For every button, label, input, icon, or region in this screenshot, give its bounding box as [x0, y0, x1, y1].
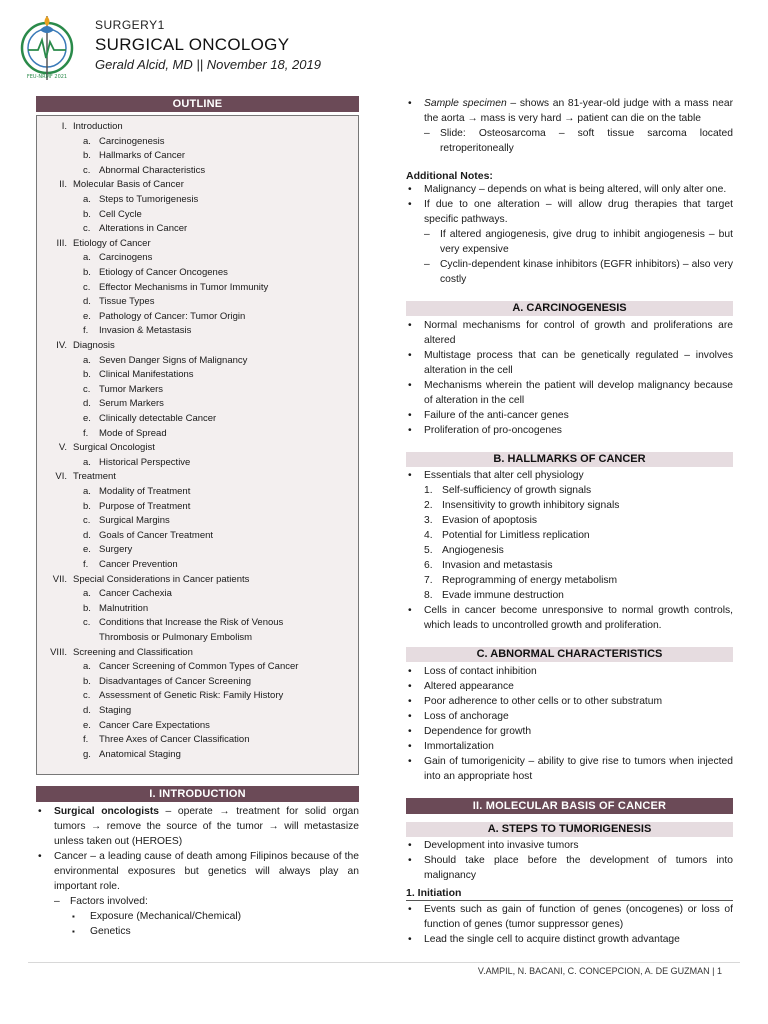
- outline-item-number: II.: [59, 179, 67, 191]
- outline-item-label: Screening and Classification: [73, 646, 193, 658]
- hallmark-item: [406, 483, 733, 498]
- hallmark-item: [406, 558, 733, 573]
- footer-authors: V.AMPIL, N. BACANI, C. CONCEPCION, A. DE GUZMAN: [477, 966, 710, 976]
- hallmark-item: [406, 513, 733, 528]
- outline-subitem-label: Anatomical Staging: [99, 748, 181, 760]
- abnormal-bullet: • Loss of contact inhibition: [406, 664, 733, 679]
- outline-subitem-label: Cancer Screening of Common Types of Cancer: [99, 661, 299, 673]
- hallmarks-section: [406, 468, 733, 633]
- outline-item-number: I.: [61, 121, 67, 132]
- outline-item-label: Diagnosis: [73, 340, 115, 351]
- steps-bullet: • Development into invasive tumors: [406, 838, 733, 853]
- sample-section: [406, 96, 733, 156]
- slide-note: – Slide: Osteosarcoma – soft tissue sarcoma located retroperitoneally: [406, 126, 733, 156]
- outline-subitem-label: Tissue Types: [99, 296, 155, 308]
- sample-term: Sample specimen: [424, 98, 507, 109]
- outline-subitem-label: Alterations in Cancer: [99, 223, 188, 235]
- outline-subitem-label: Goals of Cancer Treatment: [99, 529, 214, 541]
- outline-subitem-letter: a.: [83, 194, 91, 205]
- hallmark-item: [406, 498, 733, 513]
- left-column: [36, 96, 359, 939]
- hallmark-item: [406, 543, 733, 558]
- outline-subitem-letter: a.: [83, 354, 91, 366]
- intro-bullet-1-text: – operate → treatment for solid organ tumors → remove the source of the tumor → will metastasize unless taken out (HEROES): [54, 806, 359, 847]
- right-column: [406, 96, 733, 947]
- outline-subitem-letter: c.: [83, 223, 91, 235]
- outline-item-number: V.: [58, 442, 67, 454]
- outline-subitem-label: Pathology of Cancer: Tumor Origin: [99, 310, 246, 322]
- hallmark-text: Angiogenesis: [442, 545, 504, 556]
- carcinogenesis-bullet: • Multistage process that can be genetically regulated – involves alteration in the cell: [406, 348, 733, 378]
- outline-subitem-letter: a.: [83, 135, 91, 147]
- outline-item-number: VI.: [55, 471, 67, 483]
- outline-subitem-letter: a.: [83, 588, 91, 600]
- outline-subitem-label: Three Axes of Cancer Classification: [99, 734, 250, 746]
- carcinogenesis-heading: A. CARCINOGENESIS: [406, 301, 733, 316]
- outline-subitem-letter: f.: [83, 559, 89, 570]
- initiation-bullet: • Lead the single cell to acquire distinct growth advantage: [406, 932, 733, 947]
- outline-subitem-label: Purpose of Treatment: [99, 500, 191, 512]
- outline-subitem-letter: c.: [83, 515, 91, 527]
- hallmarks-heading: B. HALLMARKS OF CANCER: [406, 452, 733, 467]
- outline-subitem-label: Carcinogenesis: [99, 135, 165, 147]
- course-name: SURGERY1: [95, 18, 165, 32]
- outline-subitem-letter: a.: [83, 252, 91, 264]
- footer-separator: |: [712, 966, 717, 976]
- additional-notes-heading: Additional Notes:: [406, 170, 493, 182]
- outline-item-label: Treatment: [73, 471, 116, 483]
- outline-subitem-letter: c.: [83, 383, 91, 395]
- carcinogenesis-section: [406, 318, 733, 438]
- abnormal-heading: C. ABNORMAL CHARACTERISTICS: [406, 647, 733, 662]
- note-sub: – Cyclin-dependent kinase inhibitors (EGFR inhibitors) – also very costly: [406, 257, 733, 287]
- outline-subitem-letter: c.: [83, 164, 91, 176]
- outline-subitem-label: Seven Danger Signs of Malignancy: [99, 354, 248, 366]
- molecular-heading: II. MOLECULAR BASIS OF CANCER: [406, 798, 733, 814]
- outline-item-number: IV.: [56, 340, 67, 351]
- outline-subitem-letter: a.: [83, 486, 91, 497]
- outline-subitem-label: Cell Cycle: [99, 208, 142, 220]
- abnormal-bullet: • Altered appearance: [406, 679, 733, 694]
- outline-subitem-label: Carcinogens: [99, 252, 153, 264]
- hallmark-text: Reprogramming of energy metabolism: [442, 575, 618, 586]
- abnormal-bullet: • Dependence for growth: [406, 724, 733, 739]
- outline-subitem-letter: e.: [83, 310, 91, 322]
- outline-subitem-label: Cancer Care Expectations: [99, 719, 210, 731]
- outline-subitem-label: Clinical Manifestations: [99, 369, 194, 381]
- outline-subitem-letter: c.: [83, 690, 91, 702]
- outline-item-label: Molecular Basis of Cancer: [73, 179, 184, 191]
- abnormal-bullet: • Immortalization: [406, 739, 733, 754]
- outline-subitem-letter: g.: [83, 748, 91, 760]
- outline-subitem-letter: b.: [83, 267, 91, 278]
- hallmark-number: 1.: [424, 485, 433, 496]
- hallmark-item: [406, 588, 733, 603]
- carcinogenesis-bullet: • Failure of the anti-cancer genes: [406, 408, 733, 423]
- hallmark-text: Evade immune destruction: [442, 590, 564, 601]
- footer: [478, 966, 722, 976]
- outline-item-number: III.: [56, 237, 67, 249]
- sample-text: – shows an 81-year-old judge with a mass near the aorta → mass is very hard → patient can die on the table: [424, 98, 734, 124]
- sample-bullet: [406, 96, 733, 126]
- outline-subitem-letter: f.: [83, 325, 89, 337]
- outline-subitem-label: Effector Mechanisms in Tumor Immunity: [99, 281, 269, 293]
- hallmark-number: 4.: [424, 530, 433, 541]
- outline-subitem-letter: e.: [83, 719, 91, 731]
- logo-text: FEU-NRMF 2021: [26, 74, 68, 80]
- steps-heading: A. STEPS TO TUMORIGENESIS: [406, 822, 733, 837]
- outline-subitem-letter: c.: [83, 281, 91, 293]
- outline-subitem-letter: d.: [83, 705, 91, 716]
- outline-subitem-label-cont: Thrombosis or Pulmonary Embolism: [99, 632, 253, 643]
- outline-subitem-letter: b.: [83, 675, 91, 687]
- outline-subitem-label: Clinically detectable Cancer: [99, 413, 217, 424]
- hallmark-text: Insensitivity to growth inhibitory signals: [442, 500, 620, 511]
- outline-item-label: Etiology of Cancer: [73, 237, 151, 249]
- outline-item-label: Surgical Oncologist: [73, 442, 155, 454]
- hallmark-number: 5.: [424, 545, 433, 556]
- initiation-bullet: • Events such as gain of function of genes (oncogenes) or loss of function of genes (tumor suppressor genes): [406, 902, 733, 932]
- outline-subitem-label: Abnormal Characteristics: [99, 164, 206, 176]
- abnormal-bullet: • Gain of tumorigenicity – ability to give rise to tumors when injected into an appropriate host: [406, 754, 733, 784]
- outline-subitem-letter: a.: [83, 661, 91, 673]
- carcinogenesis-bullet: • Mechanisms wherein the patient will develop malignancy because of alteration in the cell: [406, 378, 733, 408]
- outline-subitem-letter: e.: [83, 544, 91, 556]
- outline-subitem-letter: d.: [83, 529, 91, 541]
- hallmark-text: Self-sufficiency of growth signals: [442, 485, 592, 496]
- carcinogenesis-bullet: • Normal mechanisms for control of growth and proliferations are altered: [406, 318, 733, 348]
- outline-heading: OUTLINE: [36, 96, 359, 112]
- author-date: Gerald Alcid, MD || November 18, 2019: [95, 57, 321, 72]
- footer-divider: [28, 962, 740, 963]
- hallmark-text: Evasion of apoptosis: [442, 515, 538, 526]
- abnormal-section: [406, 664, 733, 784]
- note-sub: – If altered angiogenesis, give drug to inhibit angiogenesis – but very expensive: [406, 227, 733, 257]
- hallmark-number: 3.: [424, 515, 433, 526]
- outline-subitem-label: Steps to Tumorigenesis: [99, 194, 199, 205]
- outline-subitem-label: Cancer Cachexia: [99, 588, 172, 600]
- outline-subitem-letter: c.: [83, 617, 91, 629]
- outline-subitem-letter: d.: [83, 296, 91, 308]
- outline-subitem-label: Surgical Margins: [99, 515, 170, 527]
- outline-subitem-letter: f.: [83, 427, 89, 439]
- outline-subitem-label: Cancer Prevention: [99, 559, 178, 570]
- outline-subitem-label: Staging: [99, 705, 132, 716]
- outline-subitem-label: Assessment of Genetic Risk: Family History: [99, 690, 284, 702]
- initiation-section: [406, 902, 733, 947]
- hallmarks-summary: • Cells in cancer become unresponsive to normal growth controls, which leads to uncontrolled growth and proliferation.: [406, 603, 733, 633]
- outline-subitem-label: Malnutrition: [99, 602, 149, 614]
- outline-subitem-letter: b.: [83, 150, 91, 162]
- hallmark-number: 2.: [424, 500, 433, 511]
- outline-subitem-label: Disadvantages of Cancer Screening: [99, 675, 252, 687]
- intro-bullet-1: [36, 804, 359, 849]
- outline-subitem-letter: b.: [83, 602, 91, 614]
- outline-subitem-label: Invasion & Metastasis: [99, 325, 192, 337]
- hallmark-number: 8.: [424, 590, 433, 601]
- outline-subitem-letter: a.: [83, 456, 91, 468]
- outline-subitem-label: Mode of Spread: [99, 427, 167, 439]
- outline-subitem-label: Conditions that Increase the Risk of Venous: [99, 617, 284, 629]
- outline-subitem-label: Etiology of Cancer Oncogenes: [99, 267, 228, 278]
- document-title: SURGICAL ONCOLOGY: [95, 35, 290, 54]
- outline-subitem-letter: f.: [83, 734, 89, 746]
- outline-subitem-label: Surgery: [99, 544, 133, 556]
- outline-subitem-letter: b.: [83, 369, 91, 381]
- hallmark-item: [406, 573, 733, 588]
- factors-label: – Factors involved:: [36, 894, 359, 909]
- hallmark-item: [406, 528, 733, 543]
- outline-subitem-letter: d.: [83, 398, 91, 410]
- additional-notes: [406, 182, 733, 287]
- factor-item: ▪ Exposure (Mechanical/Chemical): [36, 909, 359, 924]
- outline-item-label: Special Considerations in Cancer patients: [73, 573, 250, 585]
- intro-term: Surgical oncologists: [54, 806, 159, 817]
- abnormal-bullet: • Loss of anchorage: [406, 709, 733, 724]
- intro-section: [36, 804, 359, 939]
- document-header: [95, 18, 321, 72]
- outline-item-number: VIII.: [50, 646, 67, 658]
- outline-subitem-label: Hallmarks of Cancer: [99, 150, 186, 162]
- hallmark-text: Potential for Limitless replication: [442, 530, 590, 541]
- initiation-heading: 1. Initiation: [406, 887, 733, 901]
- hallmark-text: Invasion and metastasis: [442, 560, 553, 571]
- page-number: 1: [716, 966, 722, 976]
- school-logo: [16, 10, 78, 86]
- factor-item: ▪ Genetics: [36, 924, 359, 939]
- outline-subitem-label: Modality of Treatment: [99, 486, 191, 497]
- outline-subitem-label: Tumor Markers: [99, 383, 164, 395]
- intro-heading: I. INTRODUCTION: [36, 786, 359, 802]
- outline-box: [36, 115, 359, 775]
- carcinogenesis-bullet: • Proliferation of pro-oncogenes: [406, 423, 733, 438]
- outline-subitem-letter: e.: [83, 413, 91, 424]
- outline-item-number: VII.: [52, 573, 67, 585]
- hallmarks-intro: • Essentials that alter cell physiology: [406, 468, 733, 483]
- steps-section: [406, 838, 733, 883]
- steps-bullet: • Should take place before the development of tumors into malignancy: [406, 853, 733, 883]
- intro-bullet-2: • Cancer – a leading cause of death among Filipinos because of the environmental exposures but genetics will always play an important role.: [36, 849, 359, 894]
- outline-item-label: Introduction: [73, 121, 123, 132]
- outline-subitem-label: Historical Perspective: [99, 456, 191, 468]
- outline-subitem-letter: b.: [83, 208, 91, 220]
- note-bullet: • If due to one alteration – will allow drug therapies that target specific pathways.: [406, 197, 733, 227]
- hallmark-number: 6.: [424, 560, 433, 571]
- abnormal-bullet: • Poor adherence to other cells or to other substratum: [406, 694, 733, 709]
- note-bullet: • Malignancy – depends on what is being altered, will only alter one.: [406, 182, 733, 197]
- outline-subitem-letter: b.: [83, 500, 91, 512]
- hallmark-number: 7.: [424, 575, 433, 586]
- outline-subitem-label: Serum Markers: [99, 398, 164, 410]
